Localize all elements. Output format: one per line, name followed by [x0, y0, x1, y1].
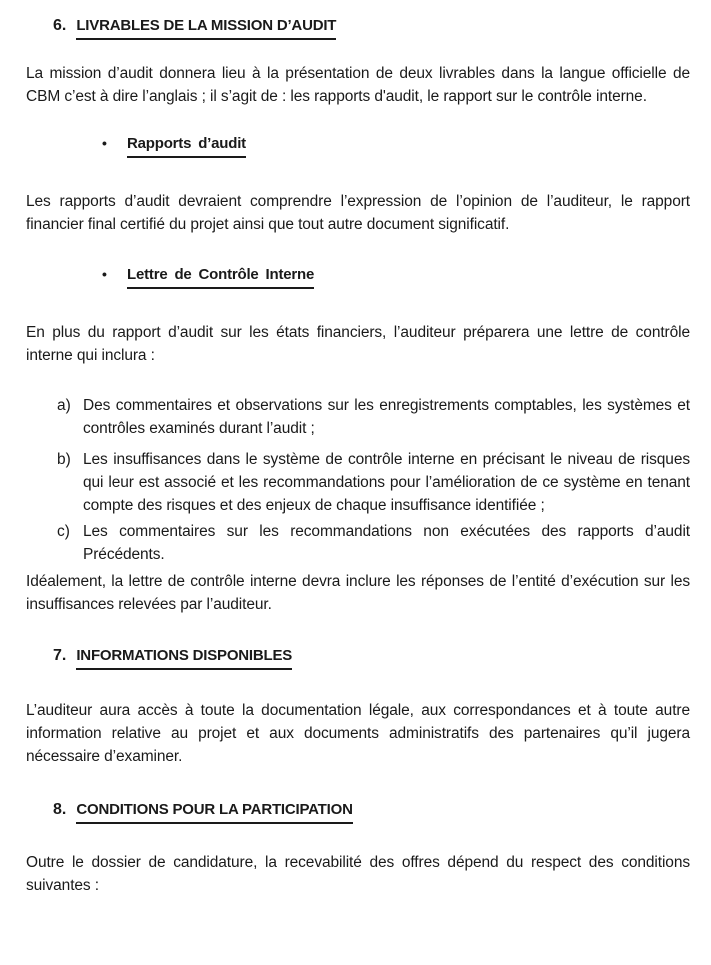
list-item-text: Des commentaires et observations sur les enregistrements comptables, les systèmes et contrôles examinés durant l’audit ;	[83, 397, 690, 437]
bullet-heading-rapports	[102, 132, 690, 158]
paragraph-lettre-intro: En plus du rapport d’audit sur les états financiers, l’auditeur préparera une lettre de contrôle interne qui inclura :	[26, 324, 690, 364]
section-number: 6.	[53, 17, 67, 34]
bullet-icon: •	[102, 135, 107, 151]
section-heading-livrables	[53, 14, 690, 40]
section-number: 8.	[53, 801, 67, 818]
bullet-heading-label: Rapports d’audit	[127, 132, 246, 158]
list-item-a	[57, 394, 690, 440]
bullet-icon: •	[102, 266, 107, 282]
list-item-text: Les insuffisances dans le système de contrôle interne en précisant le niveau de risques qui leur est associé et les recommandations pour l’amélioration de ce système en tenant compte des risques et des enjeux de chaque insuffisance identifiée ;	[83, 451, 690, 514]
section-number: 7.	[53, 647, 67, 664]
section-heading-conditions	[53, 798, 690, 824]
paragraph-conditions: Outre le dossier de candidature, la recevabilité des offres dépend du respect des conditions suivantes :	[26, 854, 690, 894]
list-marker: c)	[57, 523, 70, 540]
section-title: INFORMATIONS DISPONIBLES	[76, 644, 292, 670]
document-page	[0, 14, 711, 897]
list-item-c	[57, 520, 690, 566]
list-marker: a)	[57, 397, 71, 414]
paragraph-informations: L’auditeur aura accès à toute la documentation légale, aux correspondances et à toute autre information relative au projet et aux documents administratifs des partenaires qu’il jugera nécessaire d’examiner.	[26, 702, 690, 765]
section-title: CONDITIONS POUR LA PARTICIPATION	[76, 798, 352, 824]
list-item-b	[57, 448, 690, 517]
paragraph-rapports: Les rapports d’audit devraient comprendre l’expression de l’opinion de l’auditeur, le rapport financier final certifié du projet ainsi que tout autre document significatif.	[26, 193, 690, 233]
list-marker: b)	[57, 451, 71, 468]
bullet-heading-label: Lettre de Contrôle Interne	[127, 263, 314, 289]
bullet-heading-lettre	[102, 263, 690, 289]
list-item-text: Les commentaires sur les recommandations non exécutées des rapports d’audit Précédents.	[83, 523, 690, 563]
paragraph-ideal: Idéalement, la lettre de contrôle interne devra inclure les réponses de l’entité d’exécution sur les insuffisances relevées par l’auditeur.	[26, 573, 690, 613]
section-title: LIVRABLES DE LA MISSION D’AUDIT	[76, 14, 336, 40]
paragraph-intro-livrables: La mission d’audit donnera lieu à la présentation de deux livrables dans la langue officielle de CBM c’est à dire l’anglais ; il s’agit de : les rapports d'audit, le rapport sur le contrôle interne.	[26, 65, 690, 105]
section-heading-informations	[53, 644, 690, 670]
